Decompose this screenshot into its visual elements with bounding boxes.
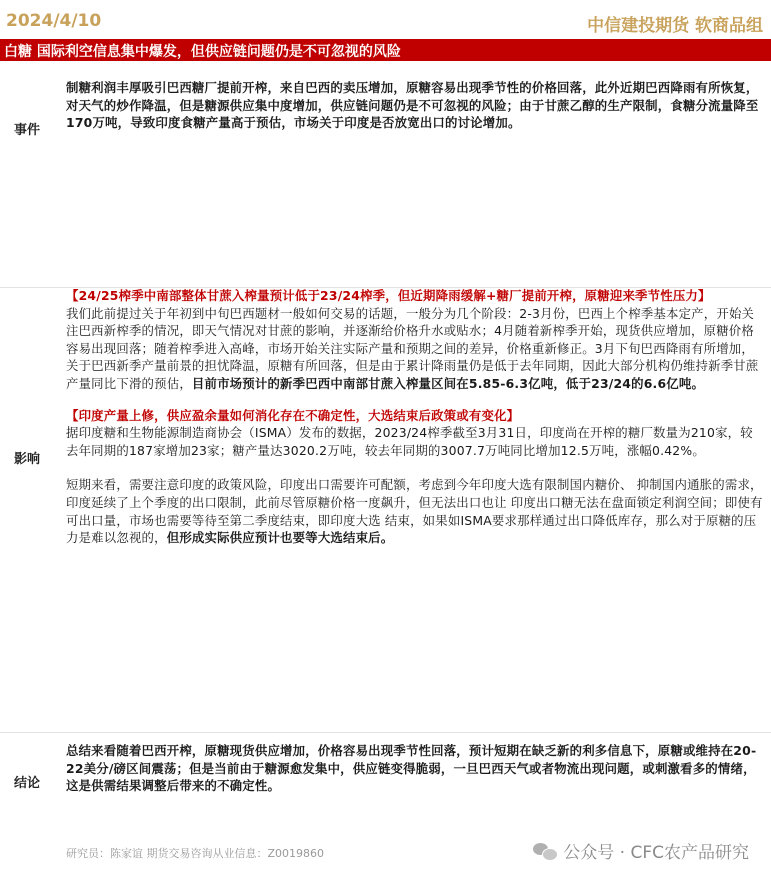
impact-content	[66, 287, 764, 547]
event-text: 制糖利润丰厚吸引巴西糖厂提前开榨，来自巴西的卖压增加，原糖容易出现季节性的价格回落，此外近期巴西降雨有所恢复，对天气的炒作降温，但是糖源供应集中度增加，供应链问题仍是不可忽视的风险；由于甘蔗乙醇的生产限制，食糖分流量降至170万吨，导致印度食糖产量高于预估，市场关于印度是否放宽出口的讨论增加。	[66, 80, 759, 131]
brazil-analysis-text: 我们此前提过关于年初到中旬巴西题材一般如何交易的话题，一般分为几个阶段：2-3月份，巴西上个榨季基本定产，开始关注巴西新榨季的情况，即天气情况对甘蔗的影响，并逐渐给价格升水或贴水；4月随着新榨季开始，现货供应增加，原糖价格容易出现回落；随着榨季进入高峰，市场开始关注实际产量和预期之间的差异，价格重新修正。3月下旬巴西降雨有所增加，关于巴西新季产量前景的担忧降温，原糖有所回落，但是由于累计降雨量仍是低于去年同期，因此大部分机构仍维持新季甘蔗产量同比下滑的预估，	[66, 305, 759, 391]
impact-section	[0, 287, 771, 733]
brand-name: 中信建投期货 软商品组	[587, 16, 763, 36]
title-bar	[0, 39, 771, 61]
conclusion-text: 总结来看随着巴西开榨，原糖现货供应增加，价格容易出现季节性回落，预计短期在缺乏新的利多信息下，原糖或维持在20-22美分/磅区间震荡；但是当前由于糖源愈发集中，供应链变得脆弱，一旦巴西天气或者物流出现问题，或刺激看多的情绪，这是供需结果调整后带来的不确定性。	[66, 743, 757, 794]
conclusion-section	[0, 732, 771, 832]
impact-paragraph-brazil	[66, 305, 764, 393]
researcher-info: 研究员：陈家谊 期货交易咨询从业信息：Z0019860	[66, 847, 325, 860]
policy-analysis-text: 短期来看，需要注意印度的政策风险，印度出口需要许可配额，考虑到今年印度大选有限制国内糖价、 抑制国内通胀的需求，印度延续了上个季度的出口限制，此前尽管原糖价格一度飙升，但无法出口也让 印度出口糖无法在盘面锁定利润空间；即使有可出口量，市场也需要等待至第二季度结束，即印度大选 结束，如果如ISMA要求那样通过出口降低库存，那么对于原糖的压力是难以忽视的，	[66, 477, 763, 546]
spacer	[66, 459, 764, 476]
impact-label: 影响	[14, 452, 41, 467]
policy-conclusion-text: 但形成实际供应预计也要等大选结束后。	[166, 530, 394, 546]
impact-paragraph-isma: 据印度糖和生物能源制造商协会（ISMA）发布的数据，2023/24榨季截至3月31日，印度尚在开榨的糖厂数量为210家，较去年同期的187家增加23家；糖产量达3020.2万吨，较去年同期的3007.7万吨同比增加12.5万吨，涨幅0.42%。	[66, 425, 753, 458]
report-date: 2024/4/10	[6, 11, 102, 31]
watermark	[533, 838, 749, 863]
event-section	[0, 61, 771, 288]
conclusion-label: 结论	[14, 776, 41, 791]
report-header	[0, 0, 771, 40]
impact-paragraph-policy	[66, 476, 764, 546]
brazil-forecast-text: 目前市场预计的新季巴西中南部甘蔗入榨量区间在5.85-6.3亿吨，低于23/24的6.6亿吨。	[191, 375, 705, 391]
spacer	[66, 393, 764, 407]
wechat-icon	[533, 842, 557, 860]
watermark-text: 公众号 · CFC农产品研究	[563, 843, 749, 863]
impact-heading-brazil: 【24/25榨季中南部整体甘蔗入榨量预计低于23/24榨季，但近期降雨缓解+糖厂提前开榨，原糖迎来季节性压力】	[66, 288, 711, 303]
event-label: 事件	[14, 123, 41, 138]
impact-heading-india: 【印度产量上修，供应盈余量如何消化存在不确定性，大选结束后政策或有变化】	[66, 407, 520, 423]
report-title: 白糖 国际利空信息集中爆发，但供应链问题仍是不可忽视的风险	[4, 44, 401, 60]
